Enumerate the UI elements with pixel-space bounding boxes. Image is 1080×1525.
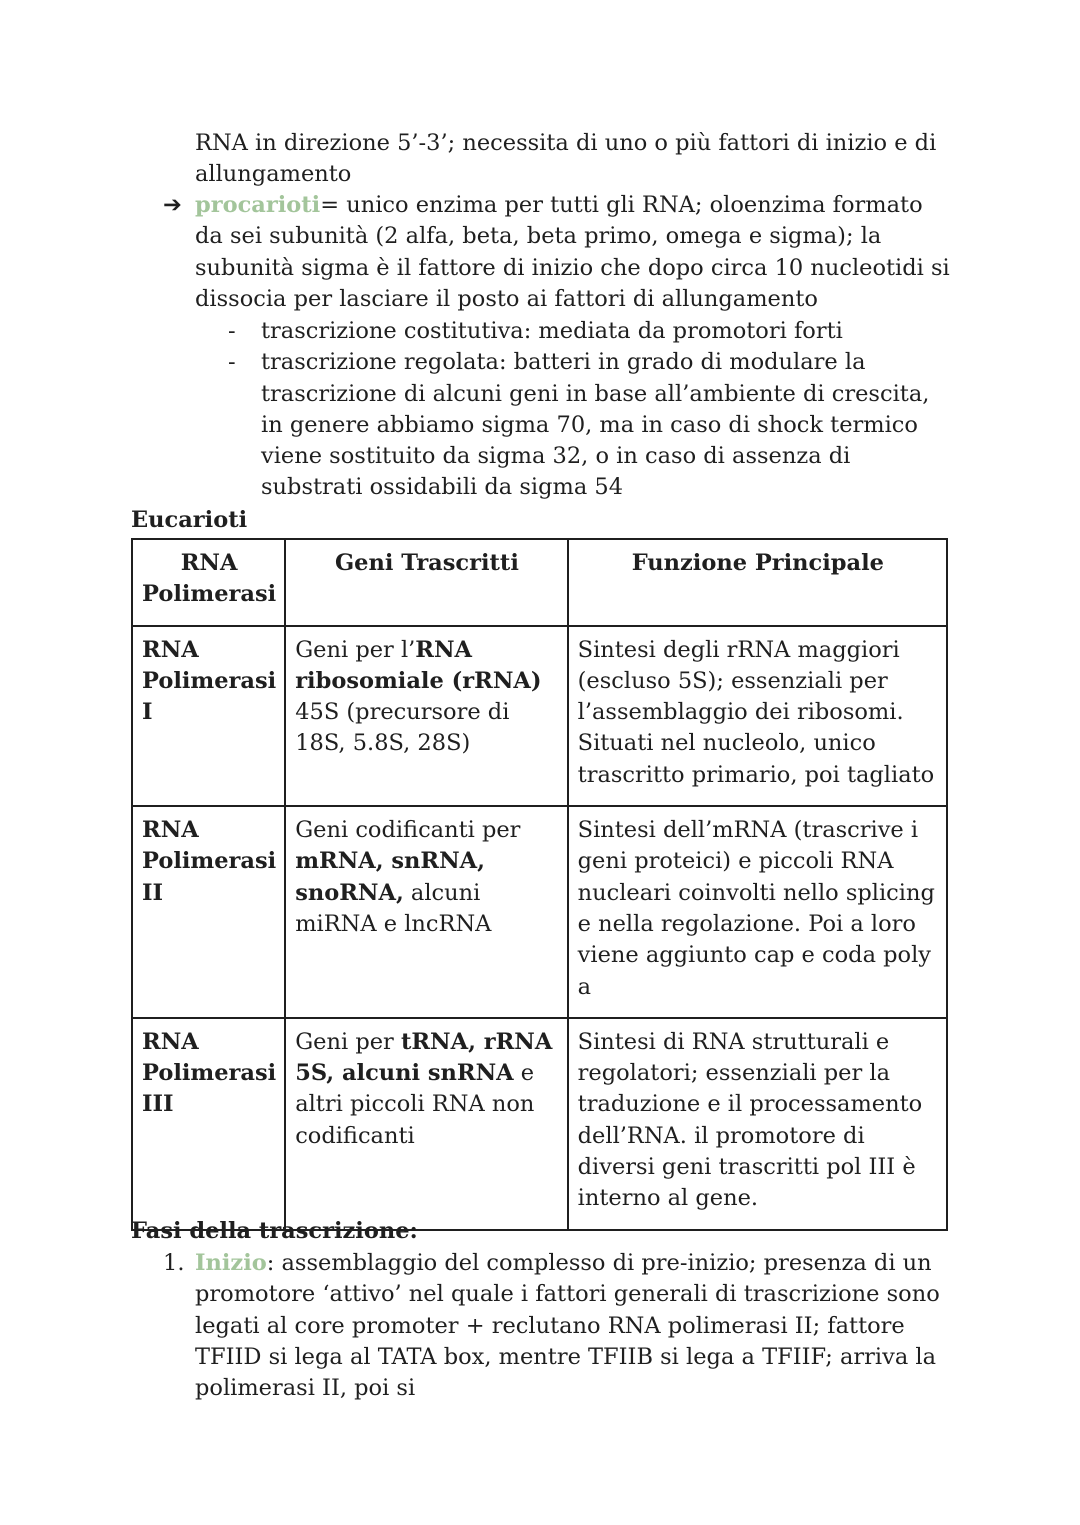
- dash-bullet-icon: -: [228, 318, 236, 344]
- genes-prefix: Geni per: [295, 1028, 401, 1055]
- genes-suffix: e altri piccoli RNA non codificanti: [295, 1060, 535, 1149]
- table-cell-function: Sintesi di RNA strutturali e regolatori; essenziali per la traduzione e il processamento dell’RNA. il promotore di diversi geni trascritti pol III è interno al gene.: [568, 1018, 947, 1230]
- list-item: [163, 1248, 963, 1404]
- table-header-cell: Geni Trascritti: [285, 539, 567, 626]
- table-row: [132, 1018, 947, 1230]
- procarioti-term: procarioti: [195, 192, 321, 218]
- table-header-cell: RNA Polimerasi: [132, 539, 285, 626]
- list-number: 1.: [163, 1250, 185, 1276]
- genes-bold: mRNA, snRNA, snoRNA,: [295, 848, 485, 906]
- fasi-numbered-list: [163, 1248, 963, 1404]
- genes-suffix: alcuni miRNA e lncRNA: [295, 879, 492, 937]
- intro-paragraph: RNA in direzione 5’-3’; necessita di uno o più fattori di inizio e di allungamento: [195, 130, 937, 188]
- genes-bold: RNA ribosomiale (rRNA): [295, 636, 542, 694]
- table-row-label: RNA Polimerasi I: [132, 626, 285, 806]
- table-cell-genes: [285, 806, 567, 1018]
- table-row-label: RNA Polimerasi III: [132, 1018, 285, 1230]
- table-row: [132, 626, 947, 806]
- list-item: [228, 316, 948, 347]
- table-row: [132, 806, 947, 1018]
- table-cell-function: Sintesi dell’mRNA (trascrive i geni proteici) e piccoli RNA nucleari coinvolti nello splicing e nella regolazione. Poi a loro viene aggiunto cap e coda poly a: [568, 806, 947, 1018]
- table-cell-genes: [285, 1018, 567, 1230]
- list-item-text: trascrizione regolata: batteri in grado di modulare la trascrizione di alcuni geni in base all’ambiente di crescita, in genere abbiamo sigma 70, ma in caso di shock termico viene sostituito da sigma 32, o in caso di assenza di substrati ossidabili da sigma 54: [261, 349, 930, 501]
- table-header-row: [132, 539, 947, 626]
- trascrizione-dash-list: [228, 316, 948, 504]
- procarioti-description: = unico enzima per tutti gli RNA; oloenzima formato da sei subunità (2 alfa, beta, beta primo, omega e sigma); la subunità sigma è il fattore di inizio che dopo circa 10 nucleotidi si dissocia per lasciare il posto ai fattori di allungamento: [195, 192, 950, 312]
- procarioti-text-block: [195, 190, 955, 315]
- procarioti-list-item: [163, 190, 963, 315]
- list-item-text: trascrizione costitutiva: mediata da promotori forti: [261, 318, 843, 344]
- table-row-label: RNA Polimerasi II: [132, 806, 285, 1018]
- table-cell-genes: [285, 626, 567, 806]
- eucarioti-heading: Eucarioti: [131, 507, 248, 533]
- genes-suffix: 45S (precursore di 18S, 5.8S, 28S): [295, 699, 510, 757]
- table-header-cell: Funzione Principale: [568, 539, 947, 626]
- fasi-heading: Fasi della trascrizione:: [131, 1218, 418, 1244]
- dash-bullet-icon: -: [228, 349, 236, 376]
- inizio-description: : assemblaggio del complesso di pre-inizio; presenza di un promotore ‘attivo’ nel quale i fattori generali di trascrizione sono legati al core promoter + reclutano RNA polimerasi II; fattore TFIID si lega al TATA box, mentre TFIIB si lega a TFIIF; arriva la polimerasi II, poi si: [195, 1250, 940, 1402]
- genes-bold: tRNA, rRNA 5S, alcuni snRNA: [295, 1028, 553, 1087]
- list-item-text-block: [195, 1248, 940, 1404]
- genes-prefix: Geni per l’: [295, 636, 416, 663]
- arrow-bullet-icon: ➔: [163, 192, 182, 218]
- list-item: [228, 347, 948, 503]
- genes-prefix: Geni codificanti per: [295, 817, 521, 844]
- rna-polimerasi-table: [131, 538, 948, 1231]
- table-cell-function: Sintesi degli rRNA maggiori (escluso 5S); essenziali per l’assemblaggio dei ribosomi. Situati nel nucleolo, unico trascritto primario, poi tagliato: [568, 626, 947, 806]
- inizio-term: Inizio: [195, 1250, 267, 1276]
